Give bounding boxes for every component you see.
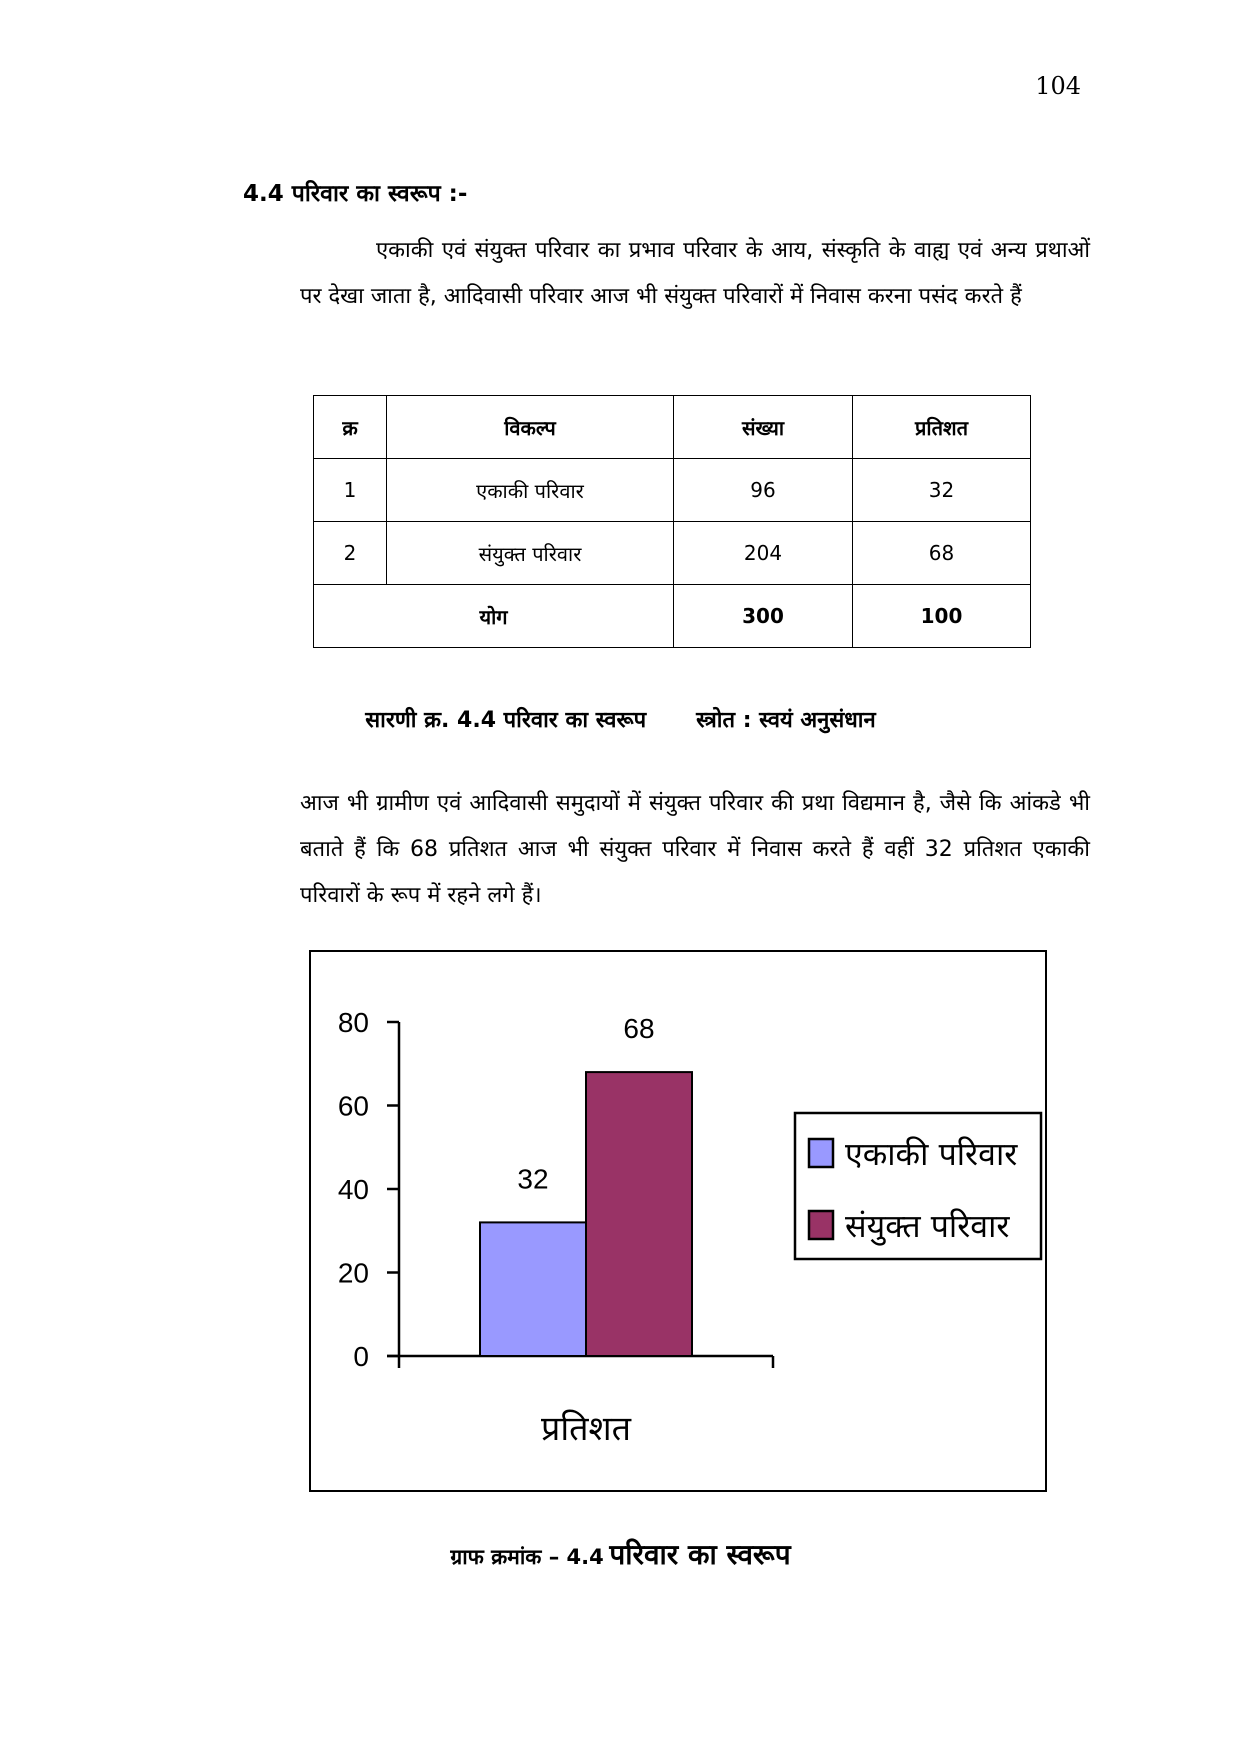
graph-caption-prefix: ग्राफ क्रमांक – 4.4	[450, 1545, 604, 1569]
bar	[586, 1072, 692, 1356]
legend-swatch	[809, 1139, 833, 1167]
cell-percent: 32	[853, 459, 1031, 522]
table-row	[314, 459, 1031, 522]
legend-label: एकाकी परिवार	[845, 1135, 1018, 1173]
header-percent: प्रतिशत	[853, 396, 1031, 459]
graph-caption-title: परिवार का स्वरूप	[609, 1538, 791, 1571]
cell-option: संयुक्त परिवार	[387, 522, 674, 585]
total-count: 300	[674, 585, 853, 648]
table-caption-title: सारणी क्र. 4.4 परिवार का स्वरूप	[365, 708, 647, 733]
x-category-label: प्रतिशत	[540, 1409, 632, 1449]
total-label: योग	[314, 585, 674, 648]
table-header-row	[314, 396, 1031, 459]
cell-percent: 68	[853, 522, 1031, 585]
chart-frame	[309, 950, 1047, 1492]
total-percent: 100	[853, 585, 1031, 648]
family-type-table	[313, 395, 1031, 648]
bar-data-label: 32	[517, 1163, 549, 1195]
y-tick-label: 40	[337, 1174, 369, 1205]
intro-paragraph: एकाकी एवं संयुक्त परिवार का प्रभाव परिवार के आय, संस्कृति के वाह्य एवं अन्य प्रथाओं पर देखा जाता है, आदिवासी परिवार आज भी संयुक्त परिवारों में निवास करना पसंद करते हैं	[300, 238, 1090, 309]
cell-serial: 2	[314, 522, 387, 585]
table-row	[314, 522, 1031, 585]
legend-label: संयुक्त परिवार	[845, 1207, 1010, 1245]
y-tick-label: 80	[337, 1007, 369, 1038]
legend-swatch	[809, 1211, 833, 1239]
analysis-paragraph: आज भी ग्रामीण एवं आदिवासी समुदायों में संयुक्त परिवार की प्रथा विद्यमान है, जैसे कि आंकडे भी बताते हैं कि 68 प्रतिशत आज भी संयुक्त परिवार में निवास करते हैं वहीं 32 प्रतिशत एकाकी परिवारों के रूप में रहने लगे हैं।	[300, 791, 1090, 908]
y-tick-label: 20	[337, 1257, 369, 1289]
table-total-row	[314, 585, 1031, 648]
page-number: 104	[1035, 72, 1081, 100]
graph-caption	[0, 1535, 1241, 1573]
header-option: विकल्प	[387, 396, 674, 459]
header-count: संख्या	[674, 396, 853, 459]
cell-count: 204	[674, 522, 853, 585]
bar-data-label: 68	[623, 1013, 655, 1045]
bar-chart	[311, 952, 1045, 1490]
header-serial: क्र	[314, 396, 387, 459]
cell-serial: 1	[314, 459, 387, 522]
section-heading: 4.4 परिवार का स्वरूप :-	[243, 181, 468, 207]
bar	[480, 1222, 586, 1356]
y-tick-label: 0	[353, 1341, 369, 1372]
table-caption-source: स्त्रोत : स्वयं अनुसंधान	[696, 708, 876, 733]
table-caption	[0, 704, 1241, 734]
cell-option: एकाकी परिवार	[387, 459, 674, 522]
cell-count: 96	[674, 459, 853, 522]
y-tick-label: 60	[337, 1090, 369, 1122]
